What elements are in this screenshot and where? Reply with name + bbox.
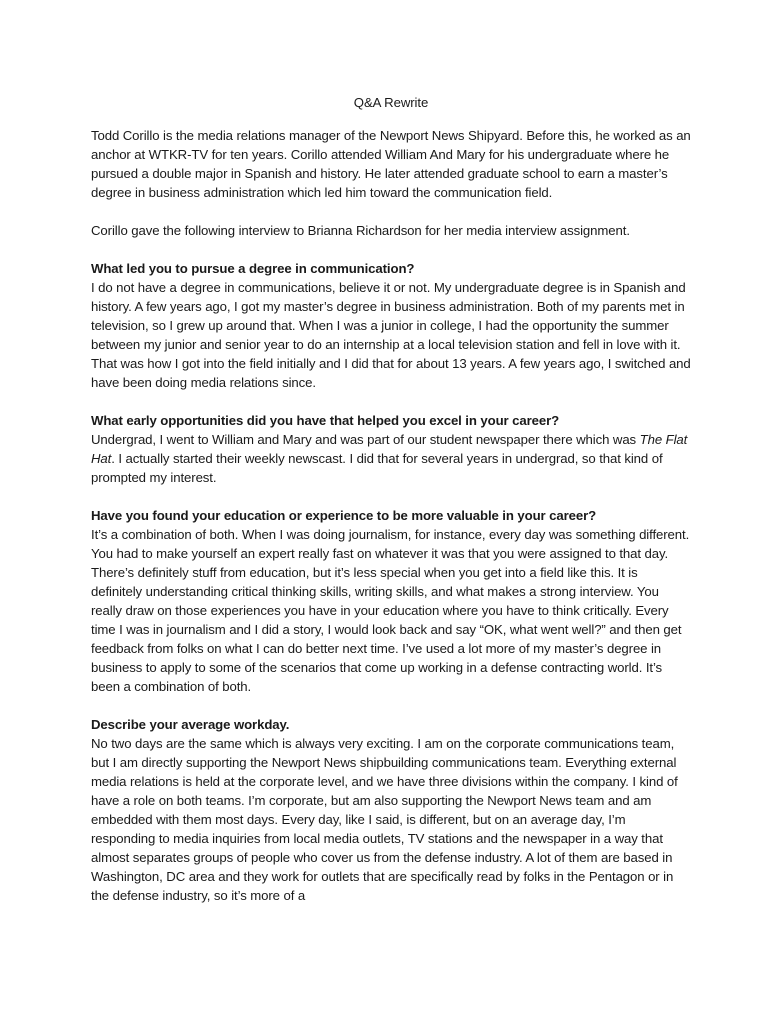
- intro-paragraph: Corillo gave the following interview to Brianna Richardson for her media interview assignment.: [91, 223, 630, 238]
- document-title: Q&A Rewrite: [353, 95, 429, 110]
- answer-text: Undergrad, I went to William and Mary and was part of our student newspaper there which was: [91, 432, 640, 447]
- publication-title: The Flat Hat: [91, 432, 688, 466]
- answer: [91, 430, 691, 487]
- document-page: [91, 93, 691, 924]
- question: What led you to pursue a degree in communication?: [91, 261, 415, 276]
- qa-block: [91, 259, 691, 392]
- answer-text: . I actually started their weekly newscast. I did that for several years in undergrad, so that kind of prompted my interest.: [91, 451, 663, 485]
- answer: No two days are the same which is always very exciting. I am on the corporate communications team, but I am directly supporting the Newport News shipbuilding communications team. Everything external media relations is held at the corporate level, and we have three divisions within the company. I kind of have a role on both teams. I’m corporate, but am also supporting the Newport News team and am embedded with them most days. Every day, like I said, is different, but on an average day, I’m responding to media inquiries from local media outlets, TV stations and the newspaper in a way that almost separates groups of people who cover us from the defense industry. A lot of them are based in Washington, DC area and they work for outlets that are specifically read by folks in the Pentagon or in the defense industry, so it’s more of a: [91, 736, 678, 903]
- qa-block: [91, 411, 691, 487]
- qa-block: [91, 715, 691, 905]
- question: Have you found your education or experience to be more valuable in your career?: [91, 508, 597, 523]
- answer: I do not have a degree in communications, believe it or not. My undergraduate degree is in Spanish and history. A few years ago, I got my master’s degree in business administration. Both of my parents met in television, so I grew up around that. When I was a junior in college, I had the opportunity the summer between my junior and senior year to do an internship at a local television station and fell in love with it. That was how I got into the field initially and I did that for about 13 years. A few years ago, I switched and have been doing media relations since.: [91, 280, 691, 390]
- question: Describe your average workday.: [91, 717, 290, 732]
- answer: It’s a combination of both. When I was doing journalism, for instance, every day was something different. You had to make yourself an expert really fast on whatever it was that you were assigned to that day. There’s definitely stuff from education, but it’s less special when you get into a field like this. It is definitely understanding critical thinking skills, writing skills, and what makes a strong interview. You really draw on those experiences you have in your education where you have to think critically. Every time I was in journalism and I did a story, I would look back and say “OK, what went well?” and then get feedback from folks on what I can do better next time. I’ve used a lot more of my master’s degree in business to apply to some of the scenarios that come up working in a defense contracting world. It’s been a combination of both.: [91, 527, 690, 694]
- question: What early opportunities did you have that helped you excel in your career?: [91, 413, 560, 428]
- intro-paragraph: Todd Corillo is the media relations manager of the Newport News Shipyard. Before this, he worked as an anchor at WTKR-TV for ten years. Corillo attended William And Mary for his undergraduate where he pursued a double major in Spanish and history. He later attended graduate school to earn a master’s degree in business administration which led him toward the communication field.: [91, 128, 691, 200]
- qa-block: [91, 506, 691, 696]
